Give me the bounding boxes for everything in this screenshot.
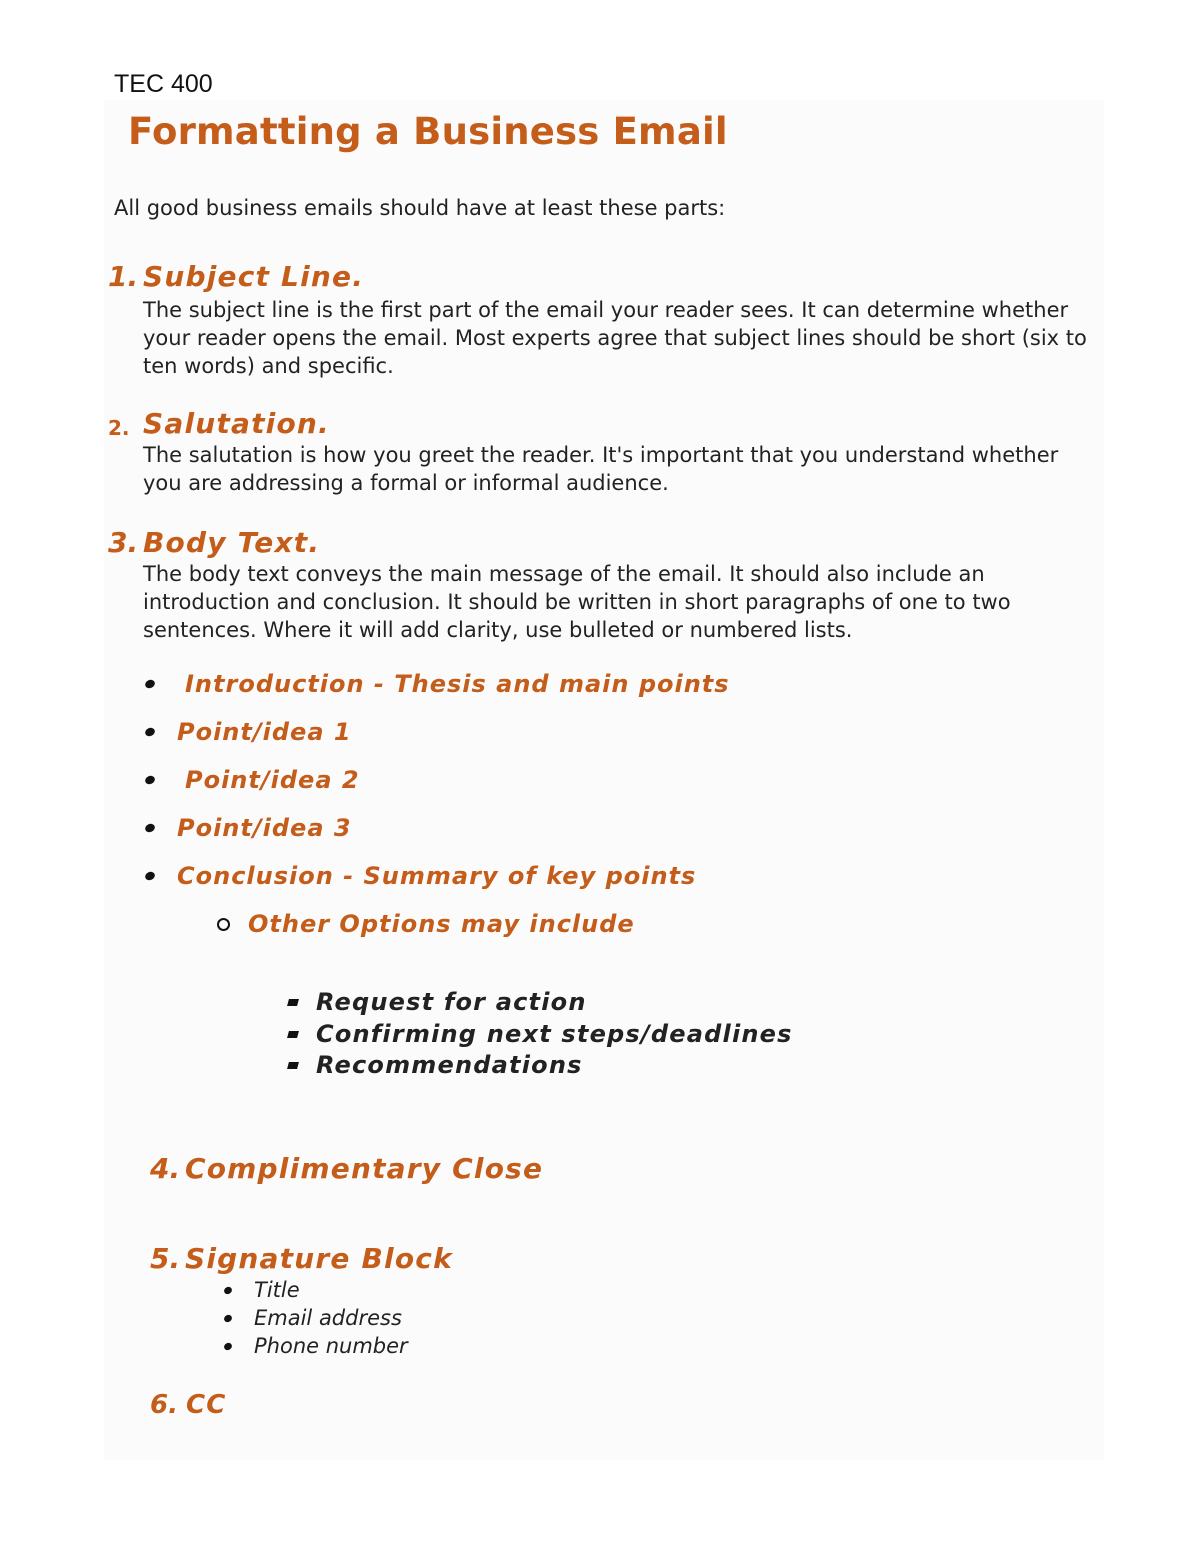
- bullet-text: Point/idea 2: [185, 766, 360, 794]
- bullet-text: Email address: [254, 1306, 402, 1330]
- body-line: The salutation is how you greet the reader. It's important that you understand whether: [143, 443, 1059, 467]
- section-title: CC: [186, 1390, 227, 1420]
- list-item: [145, 814, 352, 842]
- section-title: Complimentary Close: [185, 1152, 544, 1185]
- list-item: [145, 718, 352, 746]
- sub-sub-list-item: [288, 1051, 583, 1079]
- bullet-text: Other Options may include: [248, 910, 635, 938]
- sub-sub-list-item: [288, 988, 587, 1016]
- bullet-text: Confirming next steps/deadlines: [316, 1020, 793, 1048]
- body-line: sentences. Where it will add clarity, use bulleted or numbered lists.: [143, 618, 853, 642]
- bullet-icon: [223, 1341, 233, 1351]
- bullet-icon: [223, 1313, 233, 1323]
- square-bullet-icon: [287, 1031, 299, 1038]
- body-line: introduction and conclusion. It should be written in short paragraphs of one to two: [143, 590, 1011, 614]
- body-line: your reader opens the email. Most experts agree that subject lines should be short (six to: [143, 326, 1087, 350]
- list-item: [145, 862, 696, 890]
- section-number: 1.: [108, 260, 139, 293]
- course-code: TEC 400: [114, 70, 213, 98]
- bullet-icon: [144, 726, 156, 737]
- section-title: Signature Block: [185, 1242, 453, 1275]
- intro-text: All good business emails should have at least these parts:: [114, 196, 726, 220]
- bullet-icon: [144, 774, 156, 785]
- square-bullet-icon: [287, 1062, 299, 1069]
- bullet-icon: [144, 822, 156, 833]
- page-title: Formatting a Business Email: [128, 110, 728, 153]
- bullet-text: Point/idea 3: [177, 814, 352, 842]
- list-item: [145, 766, 360, 794]
- list-item: [224, 1278, 300, 1302]
- section-body: [143, 441, 1103, 497]
- section-title: Body Text.: [143, 526, 321, 559]
- circle-bullet-icon: [217, 918, 230, 931]
- body-line: The body text conveys the main message of the email. It should also include an: [143, 562, 985, 586]
- bullet-text: Introduction - Thesis and main points: [185, 670, 730, 698]
- section-number: 6.: [150, 1390, 178, 1420]
- bullet-text: Phone number: [254, 1334, 408, 1358]
- bullet-text: Title: [254, 1278, 300, 1302]
- section-title: Subject Line.: [143, 260, 365, 293]
- section-title: Salutation.: [143, 407, 330, 440]
- body-line: ten words) and specific.: [143, 354, 394, 378]
- bullet-icon: [144, 870, 156, 881]
- list-item: [224, 1334, 408, 1358]
- bullet-text: Request for action: [316, 988, 587, 1016]
- sub-sub-list-item: [288, 1020, 793, 1048]
- bullet-text: Conclusion - Summary of key points: [177, 862, 697, 890]
- section-number: 4.: [150, 1152, 181, 1185]
- square-bullet-icon: [287, 999, 299, 1006]
- section-number: 5.: [150, 1242, 181, 1275]
- section-number: 3.: [108, 526, 139, 559]
- bullet-icon: [144, 678, 156, 689]
- body-line: The subject line is the first part of the email your reader sees. It can determine whether: [143, 298, 1069, 322]
- section-body: [143, 560, 1103, 644]
- section-number: 2.: [108, 416, 130, 440]
- section-body: [143, 296, 1103, 380]
- bullet-text: Point/idea 1: [177, 718, 352, 746]
- bullet-text: Recommendations: [316, 1051, 583, 1079]
- list-item: [145, 670, 730, 698]
- body-line: you are addressing a formal or informal audience.: [143, 471, 669, 495]
- list-item: [224, 1306, 402, 1330]
- bullet-icon: [223, 1285, 233, 1295]
- sub-list-item: [217, 910, 635, 938]
